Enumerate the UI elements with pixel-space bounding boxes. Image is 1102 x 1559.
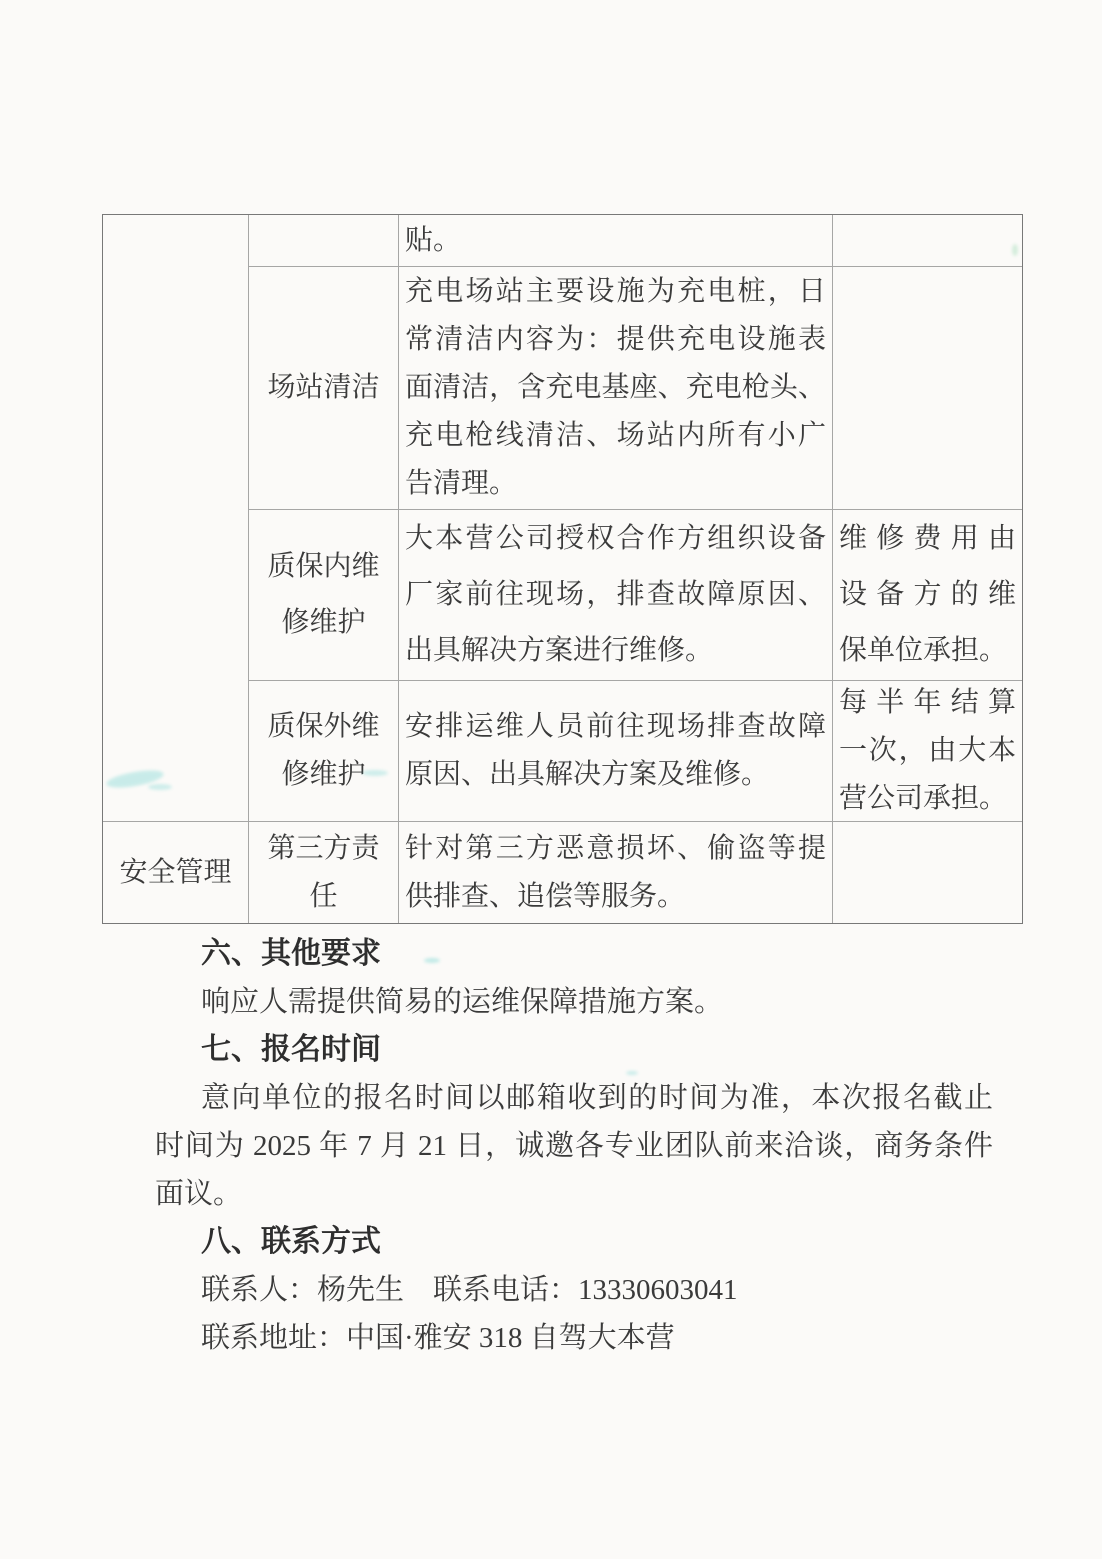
table-cell-note-blank bbox=[833, 267, 1022, 509]
section-seven-line-2: 时间为 2025 年 7 月 21 日，诚邀各专业团队前来洽谈，商务条件 bbox=[155, 1130, 993, 1162]
table-cell-label-in-warranty bbox=[249, 510, 398, 680]
table-text-line: 营公司承担。 bbox=[839, 783, 1008, 814]
table-text-line: 维修费用由 bbox=[839, 523, 1016, 554]
table-text-line: 保单位承担。 bbox=[839, 635, 1008, 666]
table-cell-desc-in-warranty bbox=[399, 510, 832, 680]
table-text-line: 供排查、追偿等服务。 bbox=[405, 880, 686, 912]
table-label-line: 修维护 bbox=[281, 607, 366, 638]
table-text-line: 一次，由大本 bbox=[839, 735, 1016, 766]
table-text-line: 设备方的维 bbox=[839, 579, 1016, 610]
table-text-line: 出具解决方案进行维修。 bbox=[405, 635, 714, 666]
table-cell-desc-third-party bbox=[399, 822, 832, 923]
maintenance-table bbox=[102, 214, 1023, 924]
table-cell-label-third-party bbox=[249, 822, 398, 923]
section-six-heading: 六、其他要求 bbox=[201, 937, 381, 970]
table-cell-desc-out-warranty bbox=[399, 681, 832, 821]
table-text-line: 面清洁，含充电基座、充电枪头、 bbox=[405, 372, 826, 403]
table-text-line: 告清理。 bbox=[405, 468, 518, 499]
table-cell-note-blank bbox=[833, 215, 1022, 266]
table-text-line: 充电枪线清洁、场站内所有小广 bbox=[405, 420, 826, 451]
table-text-line: 常清洁内容为：提供充电设施表 bbox=[405, 324, 826, 355]
table-cell-note-out-warranty bbox=[833, 681, 1022, 821]
table-cell-category-blank bbox=[103, 215, 248, 821]
table-cell-note-in-warranty bbox=[833, 510, 1022, 680]
table-category-line: 安全管理 bbox=[119, 856, 232, 888]
table-text-line: 原因、出具解决方案及维修。 bbox=[405, 759, 770, 790]
document-body bbox=[155, 930, 993, 1362]
table-text-line: 大本营公司授权合作方组织设备 bbox=[405, 523, 826, 554]
table-cell-desc-continuation bbox=[399, 215, 832, 266]
table-text-line: 充电场站主要设施为充电桩，日 bbox=[405, 276, 826, 307]
table-label-line: 任 bbox=[309, 880, 338, 912]
table-cell-label-blank bbox=[249, 215, 398, 266]
table-label-line: 第三方责 bbox=[267, 832, 380, 864]
table-text-line: 每半年结算 bbox=[839, 687, 1016, 718]
section-seven-heading: 七、报名时间 bbox=[201, 1033, 381, 1066]
table-cell-label-station-cleaning bbox=[249, 267, 398, 509]
table-text-line: 安排运维人员前往现场排查故障 bbox=[405, 711, 826, 742]
table-label-line: 修维护 bbox=[281, 759, 366, 790]
table-label-line: 质保内维 bbox=[267, 551, 380, 582]
section-seven-line-1: 意向单位的报名时间以邮箱收到的时间为准，本次报名截止 bbox=[201, 1082, 993, 1114]
table-label-line: 质保外维 bbox=[267, 711, 380, 742]
contact-person-phone: 联系人：杨先生 联系电话：13330603041 bbox=[201, 1274, 738, 1306]
section-seven-line-3: 面议。 bbox=[155, 1178, 243, 1210]
table-text-line: 厂家前往现场，排查故障原因、 bbox=[405, 579, 826, 610]
table-cell-note-blank bbox=[833, 822, 1022, 923]
table-cell-desc-station-cleaning bbox=[399, 267, 832, 509]
table-cell-category-security bbox=[103, 822, 248, 923]
table-cell-label-out-warranty bbox=[249, 681, 398, 821]
section-eight-heading: 八、联系方式 bbox=[201, 1225, 381, 1258]
table-text-line: 贴。 bbox=[405, 224, 462, 256]
section-six-paragraph: 响应人需提供简易的运维保障措施方案。 bbox=[201, 986, 724, 1018]
table-text-line: 针对第三方恶意损坏、偷盗等提 bbox=[405, 832, 826, 864]
table-label-line: 场站清洁 bbox=[267, 372, 380, 403]
contact-address: 联系地址：中国·雅安 318 自驾大本营 bbox=[201, 1322, 675, 1354]
